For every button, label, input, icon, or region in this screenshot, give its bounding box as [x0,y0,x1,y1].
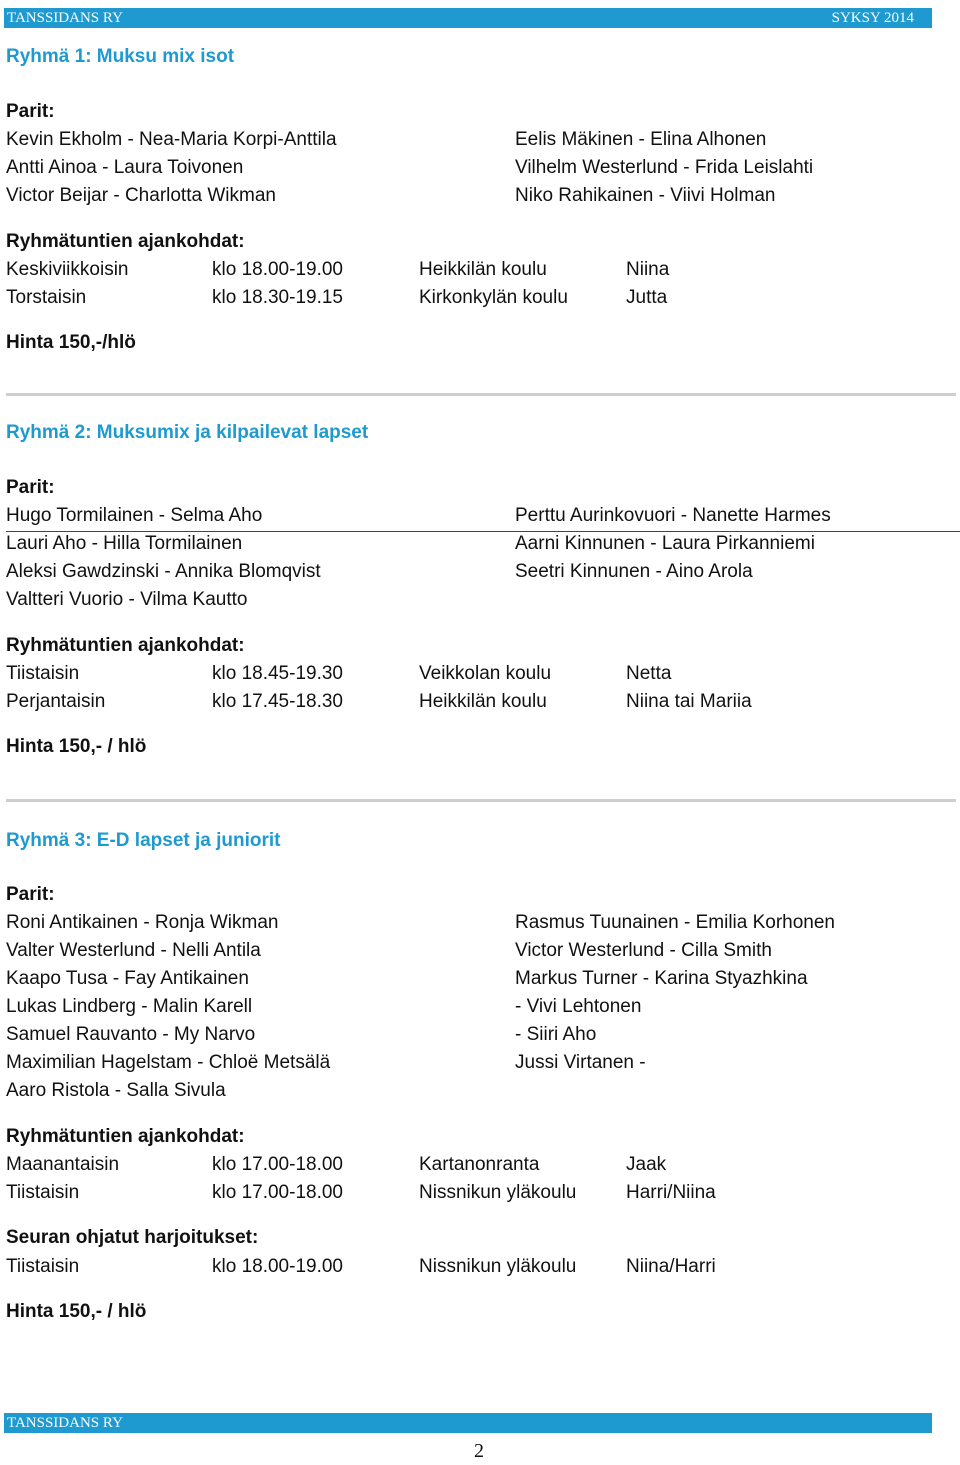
list-item: Jussi Virtanen - [515,1052,646,1073]
schedule-day: Tiistaisin [6,663,80,684]
header-bar [4,8,932,28]
schedule-time: klo 18.30-19.15 [212,287,343,308]
group-1-price: Hinta 150,-/hlö [6,332,136,353]
list-item: Seetri Kinnunen - Aino Arola [515,561,753,582]
list-item: Hugo Tormilainen - Selma Aho [6,505,263,526]
list-item: Victor Beijar - Charlotta Wikman [6,185,276,206]
list-item: Lauri Aho - Hilla Tormilainen [6,533,243,554]
schedule-place: Kirkonkylän koulu [419,287,568,308]
schedule-coach: Niina tai Mariia [626,691,752,712]
page-number: 2 [474,1440,484,1462]
schedule-day: Keskiviikkoisin [6,259,129,280]
footer-org: TANSSIDANS RY [7,1415,123,1431]
list-item: Antti Ainoa - Laura Toivonen [6,157,244,178]
header-season: SYKSY 2014 [831,10,914,26]
list-item: Maximilian Hagelstam - Chloë Metsälä [6,1052,331,1073]
schedule-coach: Niina/Harri [626,1256,716,1277]
list-item: - Siiri Aho [515,1024,597,1045]
schedule-place: Kartanonranta [419,1154,540,1175]
list-item: Valter Westerlund - Nelli Antila [6,940,261,961]
list-item: Samuel Rauvanto - My Narvo [6,1024,256,1045]
list-item: Rasmus Tuunainen - Emilia Korhonen [515,912,836,933]
group-2-price: Hinta 150,- / hlö [6,736,147,757]
group-3-pairs-label: Parit: [6,884,55,905]
footer-bar [4,1413,932,1433]
group-1-title: Ryhmä 1: Muksu mix isot [6,46,235,67]
section-divider [6,393,956,396]
list-item: Roni Antikainen - Ronja Wikman [6,912,279,933]
group-3-price: Hinta 150,- / hlö [6,1301,147,1322]
group-1-schedule-label: Ryhmätuntien ajankohdat: [6,231,245,252]
schedule-time: klo 17.00-18.00 [212,1154,343,1175]
list-item: Niko Rahikainen - Viivi Holman [515,185,776,206]
list-item: Victor Westerlund - Cilla Smith [515,940,772,961]
list-item: Kevin Ekholm - Nea-Maria Korpi-Anttila [6,129,337,150]
list-item: Aleksi Gawdzinski - Annika Blomqvist [6,561,321,582]
list-item: Lukas Lindberg - Malin Karell [6,996,253,1017]
group-2-title: Ryhmä 2: Muksumix ja kilpailevat lapset [6,422,369,443]
list-item: Aaro Ristola - Salla Sivula [6,1080,226,1101]
list-item: Perttu Aurinkovuori - Nanette Harmes [515,505,831,526]
schedule-coach: Harri/Niina [626,1182,716,1203]
schedule-time: klo 18.00-19.00 [212,259,343,280]
group-3-extra-label: Seuran ohjatut harjoitukset: [6,1227,259,1248]
schedule-place: Nissnikun yläkoulu [419,1182,577,1203]
schedule-time: klo 17.45-18.30 [212,691,343,712]
list-item: Vilhelm Westerlund - Frida Leislahti [515,157,814,178]
schedule-day: Perjantaisin [6,691,106,712]
schedule-place: Nissnikun yläkoulu [419,1256,577,1277]
list-item: Valtteri Vuorio - Vilma Kautto [6,589,248,610]
group-2-pairs-label: Parit: [6,477,55,498]
schedule-coach: Jaak [626,1154,667,1175]
group-2-schedule-label: Ryhmätuntien ajankohdat: [6,635,245,656]
schedule-coach: Netta [626,663,672,684]
list-item: Eelis Mäkinen - Elina Alhonen [515,129,767,150]
group-3-title: Ryhmä 3: E-D lapset ja juniorit [6,830,281,851]
group-3-schedule-label: Ryhmätuntien ajankohdat: [6,1126,245,1147]
schedule-day: Tiistaisin [6,1182,80,1203]
schedule-day: Maanantaisin [6,1154,120,1175]
schedule-place: Heikkilän koulu [419,691,547,712]
list-item: Aarni Kinnunen - Laura Pirkanniemi [515,533,815,554]
group-1-pairs-label: Parit: [6,101,55,122]
underline-rule [6,531,960,532]
schedule-time: klo 17.00-18.00 [212,1182,343,1203]
list-item: Kaapo Tusa - Fay Antikainen [6,968,249,989]
schedule-place: Veikkolan koulu [419,663,552,684]
schedule-place: Heikkilän koulu [419,259,547,280]
schedule-coach: Niina [626,259,670,280]
schedule-time: klo 18.00-19.00 [212,1256,343,1277]
list-item: - Vivi Lehtonen [515,996,642,1017]
schedule-day: Torstaisin [6,287,87,308]
list-item: Markus Turner - Karina Styazhkina [515,968,808,989]
schedule-coach: Jutta [626,287,668,308]
schedule-time: klo 18.45-19.30 [212,663,343,684]
header-org: TANSSIDANS RY [7,10,123,26]
section-divider [6,799,956,802]
schedule-day: Tiistaisin [6,1256,80,1277]
